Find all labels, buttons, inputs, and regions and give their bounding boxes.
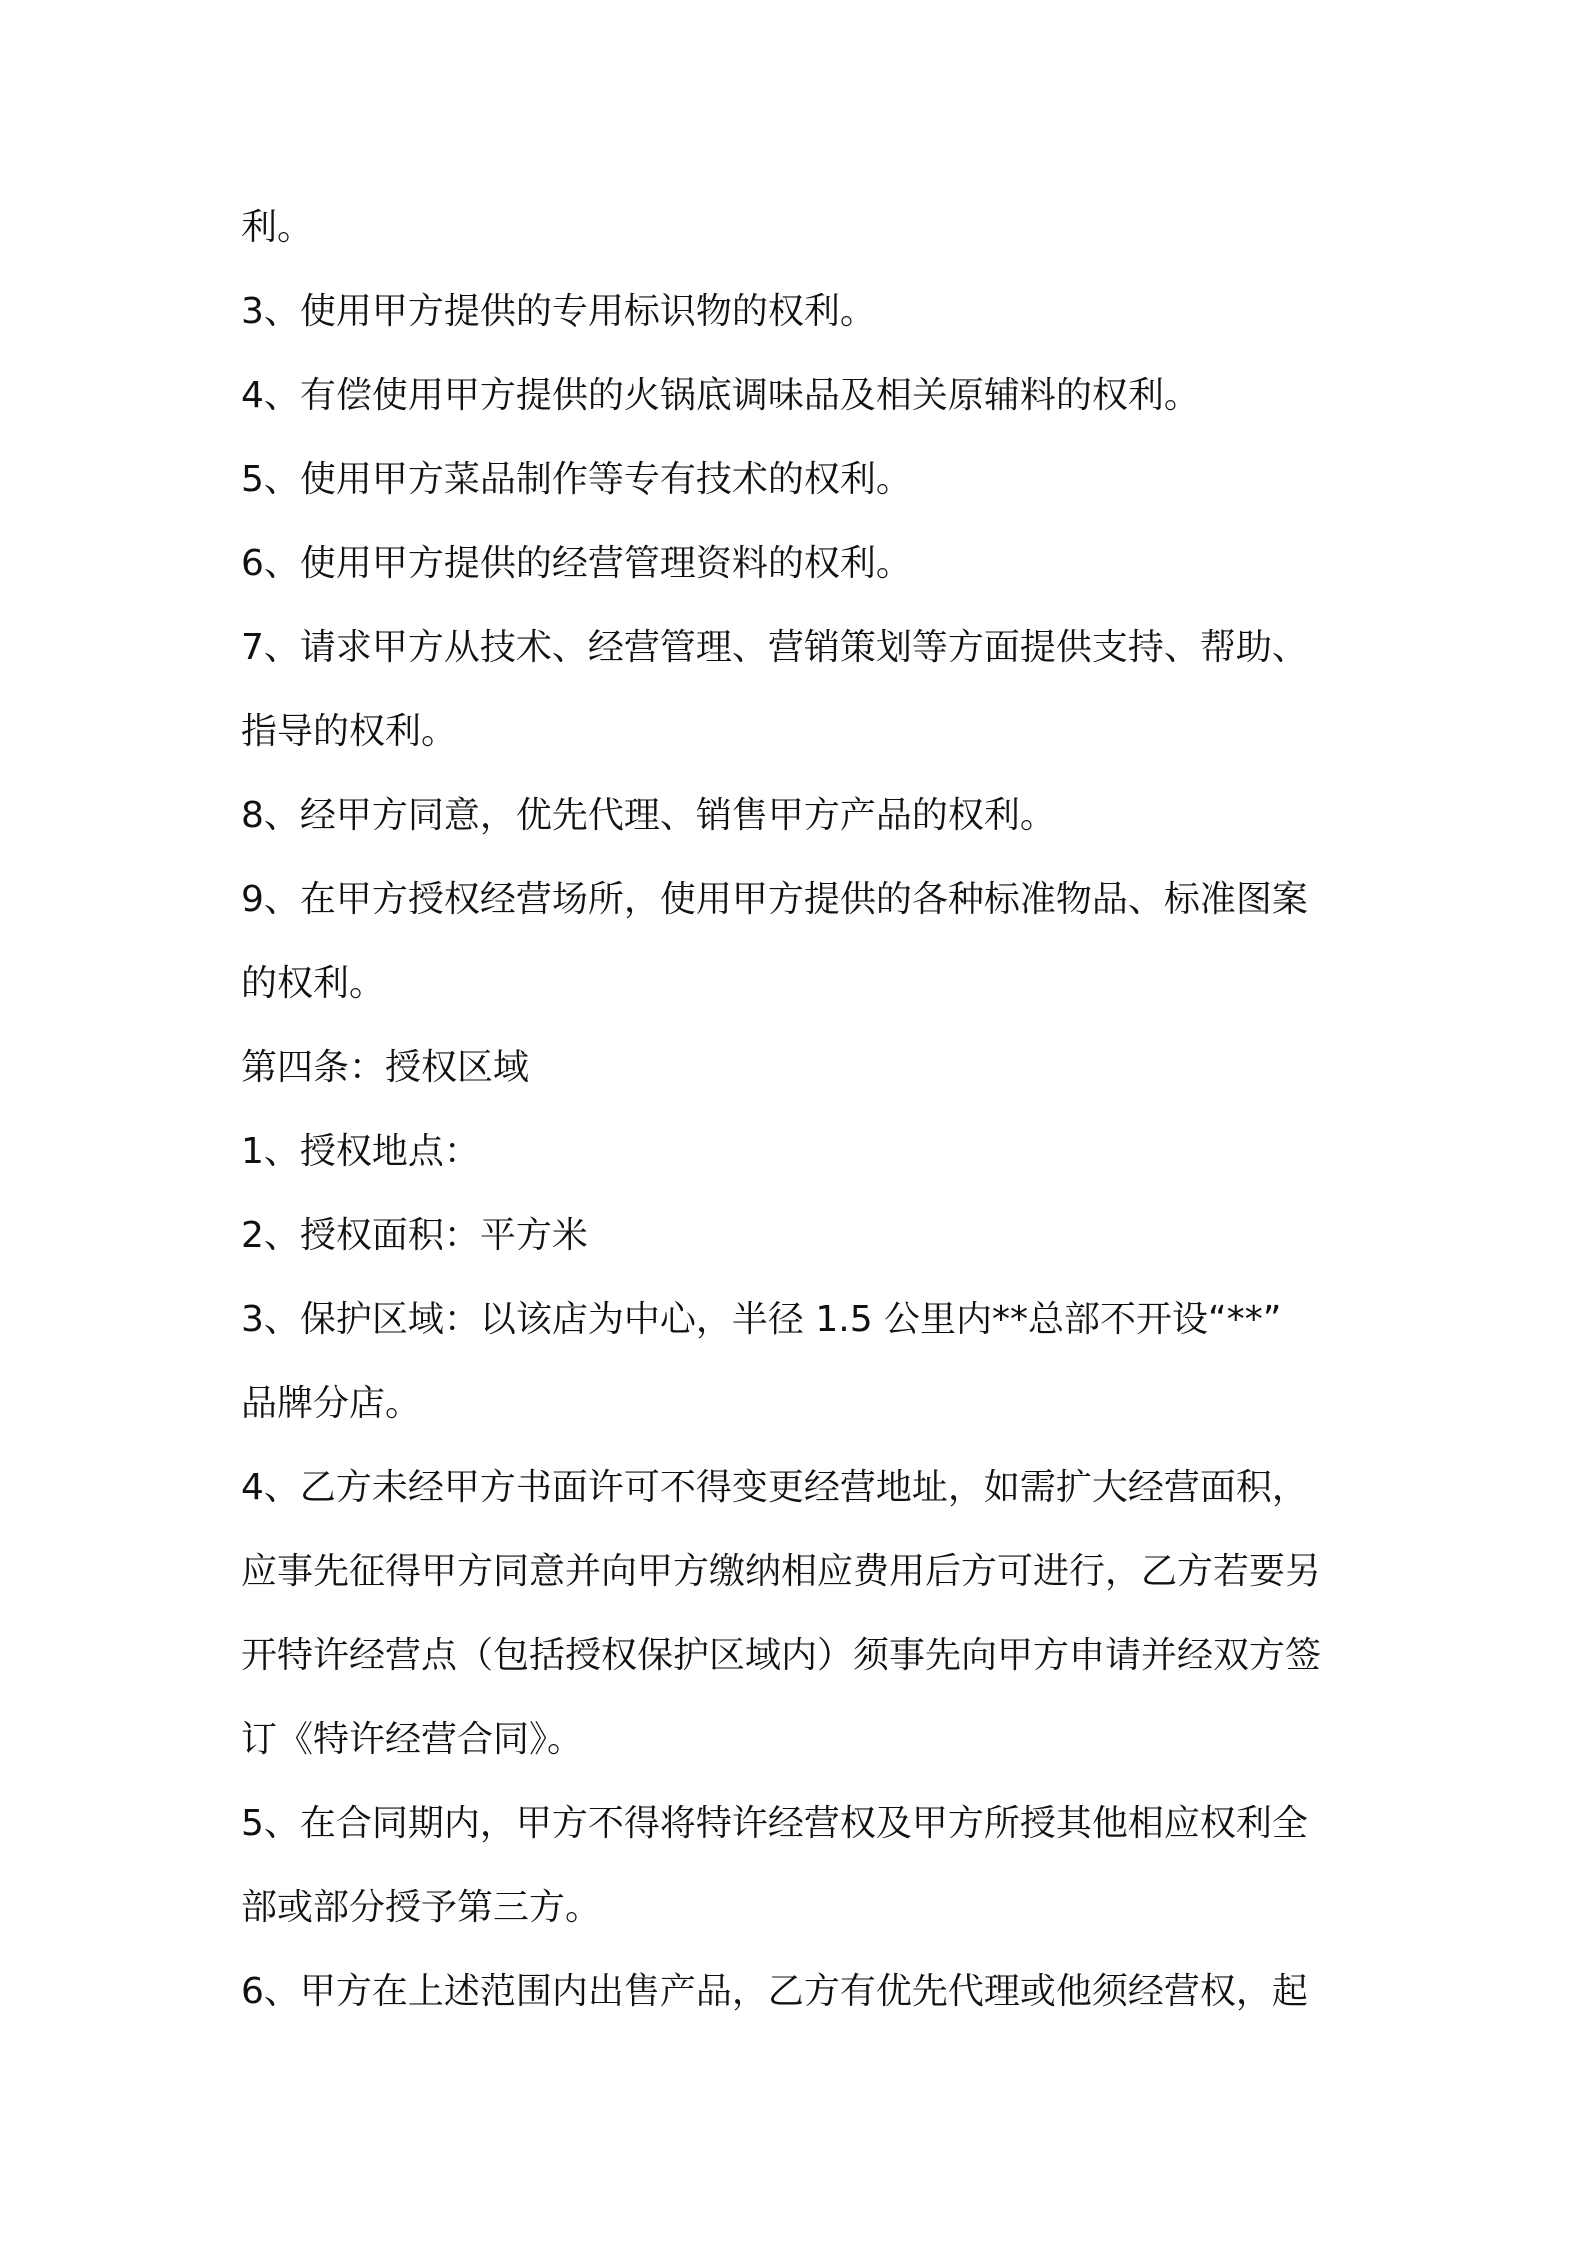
text-line: 6、使用甲方提供的经营管理资料的权利。 bbox=[241, 543, 912, 584]
text-line: 指导的权利。 bbox=[241, 711, 458, 752]
text-line: 2、授权面积：平方米 bbox=[241, 1215, 588, 1256]
text-line: 应事先征得甲方同意并向甲方缴纳相应费用后方可进行，乙方若要另 bbox=[241, 1551, 1322, 1592]
text-line: 3、使用甲方提供的专用标识物的权利。 bbox=[241, 291, 876, 332]
text-line: 7、请求甲方从技术、经营管理、营销策划等方面提供支持、帮助、 bbox=[241, 627, 1308, 668]
text-line: 4、乙方未经甲方书面许可不得变更经营地址，如需扩大经营面积， bbox=[241, 1467, 1308, 1508]
text-line: 9、在甲方授权经营场所，使用甲方提供的各种标准物品、标准图案 bbox=[241, 879, 1308, 920]
text-line: 品牌分店。 bbox=[241, 1383, 422, 1424]
text-line: 的权利。 bbox=[241, 963, 386, 1004]
text-line: 8、经甲方同意，优先代理、销售甲方产品的权利。 bbox=[241, 795, 1056, 836]
section-heading: 第四条：授权区域 bbox=[241, 1047, 530, 1088]
text-line: 6、甲方在上述范围内出售产品，乙方有优先代理或他须经营权，起 bbox=[241, 1971, 1308, 2012]
text-line: 部或部分授予第三方。 bbox=[241, 1887, 602, 1928]
text-line: 订《特许经营合同》。 bbox=[241, 1719, 584, 1760]
text-line: 开特许经营点（包括授权保护区域内）须事先向甲方申请并经双方签 bbox=[241, 1635, 1322, 1676]
text-line: 3、保护区域：以该店为中心，半径 1.5 公里内**总部不开设“**” bbox=[241, 1299, 1282, 1340]
text-line: 1、授权地点： bbox=[241, 1131, 480, 1172]
text-line: 4、有偿使用甲方提供的火锅底调味品及相关原辅料的权利。 bbox=[241, 375, 1200, 416]
text-line: 利。 bbox=[241, 207, 314, 248]
text-line: 5、在合同期内，甲方不得将特许经营权及甲方所授其他相应权利全 bbox=[241, 1803, 1308, 1844]
text-line: 5、使用甲方菜品制作等专有技术的权利。 bbox=[241, 459, 912, 500]
